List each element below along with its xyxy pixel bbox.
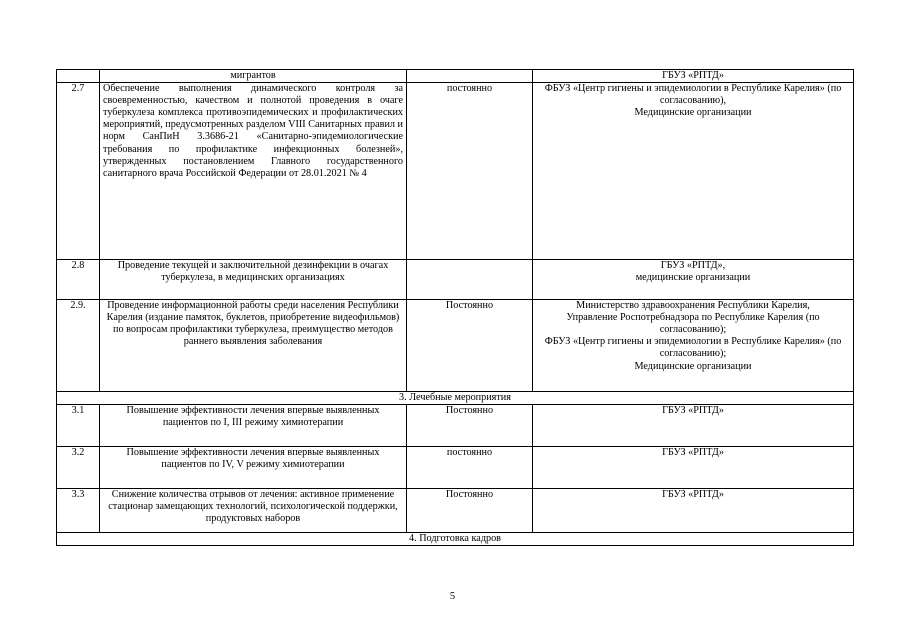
table-row	[57, 300, 854, 392]
responsible-cell: ФБУЗ «Центр гигиены и эпидемиологии в Республике Карелия» (по согласованию), Медицинские организации	[533, 83, 854, 260]
table-row	[57, 260, 854, 300]
responsible-cell: ГБУЗ «РПТД», медицинские организации	[533, 260, 854, 300]
section-row	[57, 392, 854, 405]
activity-cell: мигрантов	[100, 70, 407, 83]
table-row	[57, 489, 854, 533]
responsible-cell: Министерство здравоохранения Республики Карелия, Управление Роспотребнадзора по Республике Карелия (по согласованию); ФБУЗ «Центр гигиены и эпидемиологии в Республике Карелия» (по согласованию); Медицинские организации	[533, 300, 854, 392]
row-number: 2.9.	[57, 300, 100, 392]
section-title: 3. Лечебные мероприятия	[57, 392, 854, 405]
row-number: 3.3	[57, 489, 100, 533]
activity-cell: Снижение количества отрывов от лечения: активное применение стационар замещающих технологий, психологической поддержки, продуктовых наборов	[100, 489, 407, 533]
responsible-cell: ГБУЗ «РПТД»	[533, 70, 854, 83]
section-row	[57, 533, 854, 546]
table-row	[57, 70, 854, 83]
row-number: 3.2	[57, 447, 100, 489]
row-number	[57, 70, 100, 83]
activity-cell: Обеспечение выполнения динамического контроля за своевременностью, качеством и полнотой проведения в очаге туберкулеза комплекса противоэпидемических и профилактических мероприятий, предусмотренных разделом VIII Санитарных правил и норм СанПиН 3.3686-21 «Санитарно-эпидемиологические требования по профилактике инфекционных болезней», утвержденных постановлением Главного государственного санитарного врача Российской Федерации от 28.01.2021 № 4	[100, 83, 407, 260]
row-number: 3.1	[57, 405, 100, 447]
row-number: 2.8	[57, 260, 100, 300]
responsible-cell: ГБУЗ «РПТД»	[533, 447, 854, 489]
period-cell	[407, 260, 533, 300]
activity-cell: Проведение информационной работы среди населения Республики Карелия (издание памяток, буклетов, приобретение видеофильмов) по вопросам профилактики туберкулеза, преимущество методов раннего выявления заболевания	[100, 300, 407, 392]
period-cell: постоянно	[407, 447, 533, 489]
period-cell: Постоянно	[407, 489, 533, 533]
activity-cell: Повышение эффективности лечения впервые выявленных пациентов по I, III режиму химиотерапии	[100, 405, 407, 447]
action-plan-table	[56, 69, 854, 546]
table-row	[57, 447, 854, 489]
responsible-cell: ГБУЗ «РПТД»	[533, 489, 854, 533]
activity-cell: Повышение эффективности лечения впервые выявленных пациентов по IV, V режиму химиотерапии	[100, 447, 407, 489]
table-row	[57, 83, 854, 260]
page-number: 5	[449, 591, 456, 602]
section-title: 4. Подготовка кадров	[57, 533, 854, 546]
period-cell: постоянно	[407, 83, 533, 260]
activity-cell: Проведение текущей и заключительной дезинфекции в очагах туберкулеза, в медицинских организациях	[100, 260, 407, 300]
responsible-cell: ГБУЗ «РПТД»	[533, 405, 854, 447]
period-cell	[407, 70, 533, 83]
row-number: 2.7	[57, 83, 100, 260]
period-cell: Постоянно	[407, 300, 533, 392]
table-row	[57, 405, 854, 447]
period-cell: Постоянно	[407, 405, 533, 447]
